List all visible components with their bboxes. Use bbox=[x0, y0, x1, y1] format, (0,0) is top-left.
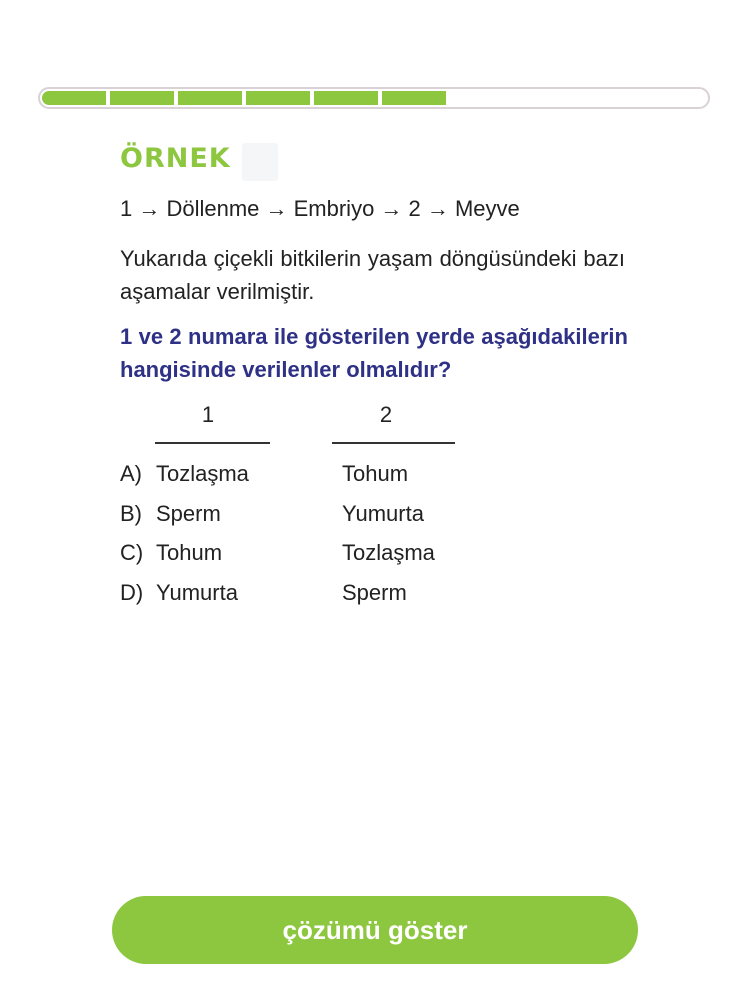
option-value-2: Tohum bbox=[342, 461, 409, 486]
progress-segment bbox=[178, 91, 242, 105]
example-title: ÖRNEK bbox=[120, 143, 231, 174]
progress-bar bbox=[38, 87, 710, 109]
life-cycle-sequence: 1 → Döllenme → Embriyo → 2 → Meyve bbox=[120, 196, 520, 221]
option-value-1: Tohum bbox=[156, 540, 223, 565]
option-value-2: Yumurta bbox=[342, 501, 424, 526]
option-value-2: Tozlaşma bbox=[342, 540, 435, 565]
progress-segment bbox=[314, 91, 378, 105]
column-header-2: 2 bbox=[379, 402, 393, 427]
progress-segment bbox=[246, 91, 310, 105]
option-value-1: Sperm bbox=[156, 501, 221, 526]
option-value-1: Tozlaşma bbox=[156, 461, 249, 486]
option-c[interactable] bbox=[120, 540, 435, 566]
progress-segment bbox=[42, 91, 106, 105]
show-solution-button[interactable]: çözümü göster bbox=[112, 896, 638, 964]
option-letter: D) bbox=[120, 580, 144, 605]
column-underline-2 bbox=[332, 442, 455, 444]
question-text: 1 ve 2 numara ile gösterilen yerde aşağıdakilerin hangisinde verilenler olmalıdır? bbox=[120, 324, 628, 382]
option-letter: A) bbox=[120, 461, 142, 486]
title-decoration bbox=[242, 143, 278, 181]
option-d[interactable] bbox=[120, 580, 407, 606]
option-value-2: Sperm bbox=[342, 580, 407, 605]
option-letter: C) bbox=[120, 540, 144, 565]
option-a[interactable] bbox=[120, 461, 408, 487]
option-b[interactable] bbox=[120, 501, 424, 527]
option-value-1: Yumurta bbox=[156, 580, 238, 605]
column-underline-1 bbox=[155, 442, 270, 444]
description-text: Yukarıda çiçekli bitkilerin yaşam döngüsündeki bazı aşamalar verilmiştir. bbox=[120, 246, 625, 304]
progress-segment bbox=[382, 91, 446, 105]
column-header-1: 1 bbox=[201, 402, 215, 427]
option-letter: B) bbox=[120, 501, 142, 526]
progress-fill bbox=[42, 91, 706, 105]
progress-segment bbox=[110, 91, 174, 105]
